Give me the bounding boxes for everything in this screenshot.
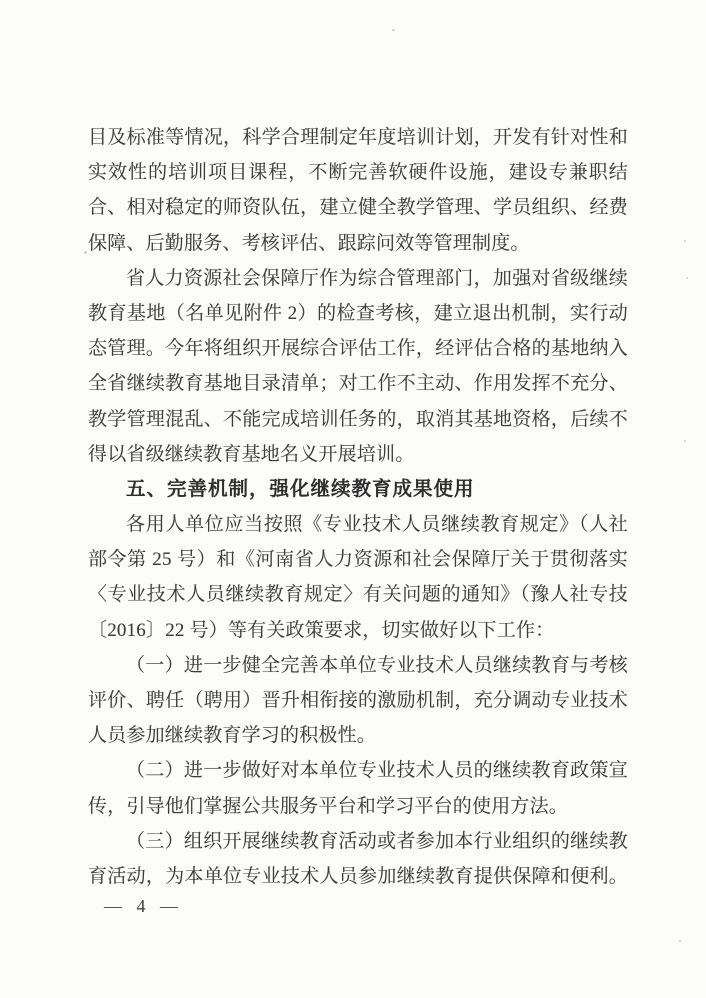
text-line: 态管理。今年将组织开展综合评估工作，经评估合格的基地纳入 xyxy=(88,338,628,360)
document-body xyxy=(88,120,628,894)
scan-speck xyxy=(679,940,681,942)
text-line: 人员参加继续教育学习的积极性。 xyxy=(88,725,377,747)
text-line: 〔2016〕22 号）等有关政策要求，切实做好以下工作： xyxy=(88,619,555,641)
text-line: 全省继续教育基地目录清单；对工作不主动、作用发挥不充分、 xyxy=(88,373,628,395)
text-line: 传，引导他们掌握公共服务平台和学习平台的使用方法。 xyxy=(88,795,569,817)
text-line: 保障、后勤服务、考核评估、跟踪问效等管理制度。 xyxy=(88,232,530,254)
text-line: 教学管理混乱、不能完成培训任务的，取消其基地资格，后续不 xyxy=(88,408,628,430)
text-line: （一）进一步健全完善本单位专业技术人员继续教育与考核 xyxy=(126,654,628,676)
scan-speck xyxy=(684,240,686,242)
text-line: 育活动，为本单位专业技术人员参加继续教育提供保障和便利。 xyxy=(88,865,628,887)
text-line: 省人力资源社会保障厅作为综合管理部门，加强对省级继续 xyxy=(126,267,628,289)
text-line: 部令第 25 号）和《河南省人力资源和社会保障厅关于贯彻落实 xyxy=(88,549,628,571)
scan-speck xyxy=(392,29,395,31)
scan-speck xyxy=(686,277,688,279)
text-line: 教育基地（名单见附件 2）的检查考核，建立退出机制，实行动 xyxy=(88,302,628,324)
text-line: 评价、聘任（聘用）晋升相衔接的激励机制，充分调动专业技术 xyxy=(88,690,628,711)
text-line: 各用人单位应当按照《专业技术人员继续教育规定》（人社 xyxy=(126,514,628,536)
scan-speck xyxy=(84,251,87,254)
text-line: 合、相对稳定的师资队伍，建立健全教学管理、学员组织、经费 xyxy=(88,197,628,219)
text-line: 〈专业技术人员继续教育规定〉有关问题的通知》（豫人社专技 xyxy=(88,584,628,606)
section-heading: 五、完善机制，强化继续教育成果使用 xyxy=(126,477,475,500)
text-line: 目及标准等情况，科学合理制定年度培训计划，开发有针对性和 xyxy=(88,127,628,148)
page-number: — 4 — xyxy=(104,896,179,916)
text-line: （三）组织开展继续教育活动或者参加本行业组织的继续教 xyxy=(126,830,628,852)
text-line: 实效性的培训项目课程，不断完善软硬件设施，建设专兼职结 xyxy=(88,162,628,184)
text-line: （二）进一步做好对本单位专业技术人员的继续教育政策宣 xyxy=(126,760,628,782)
scan-speck xyxy=(684,440,686,442)
text-line: 得以省级继续教育基地名义开展培训。 xyxy=(88,443,415,465)
